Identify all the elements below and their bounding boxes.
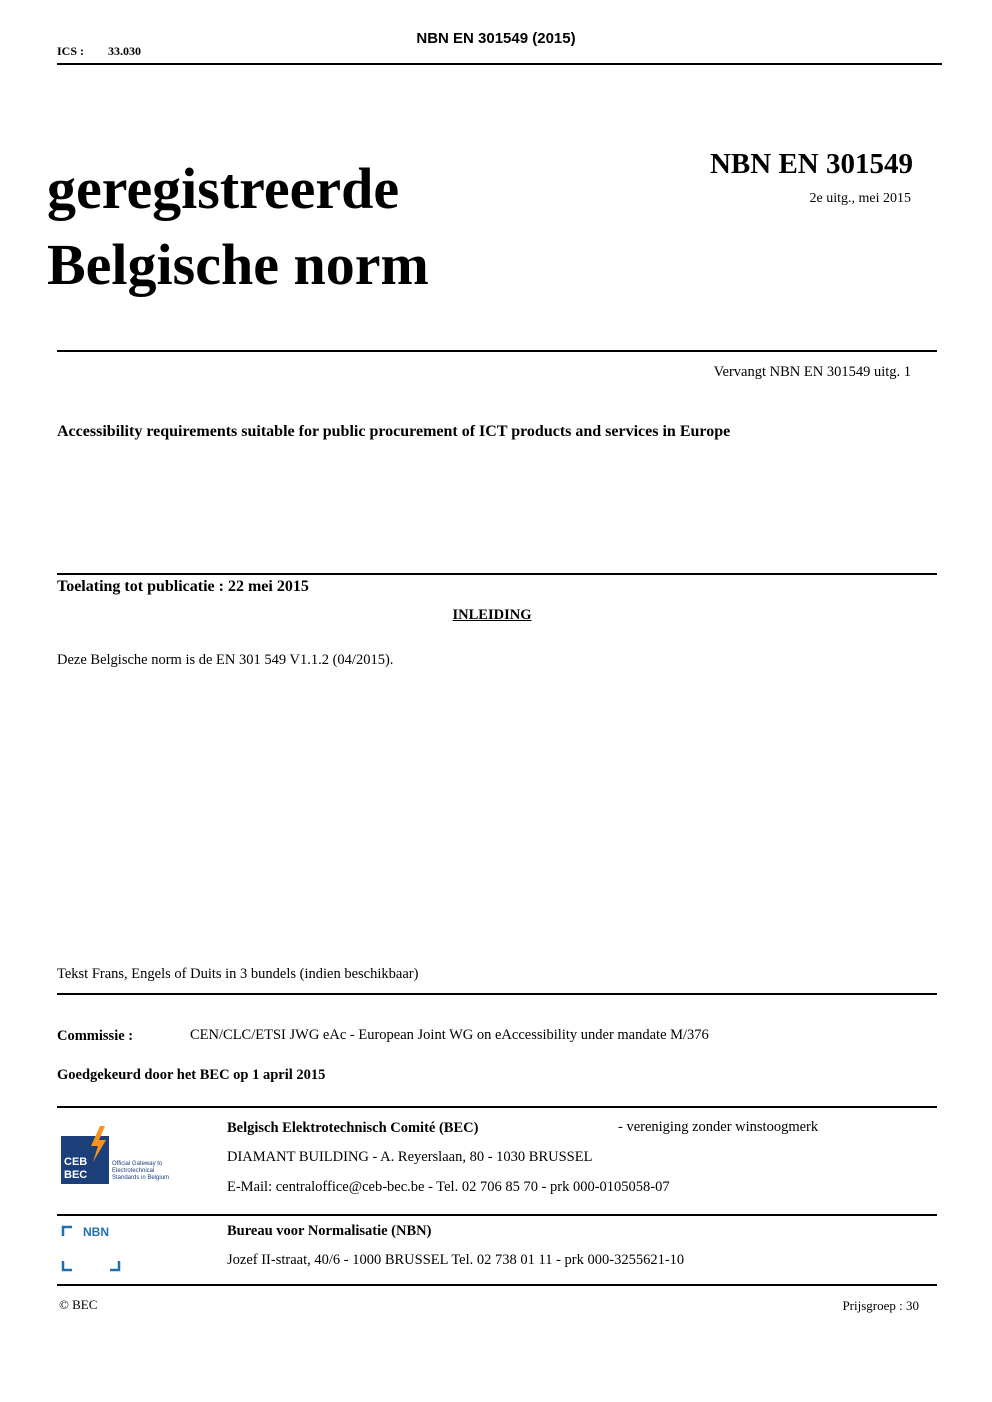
nbn-logo <box>61 1224 123 1274</box>
nbn-address: Jozef II-straat, 40/6 - 1000 BRUSSEL Tel. 02 738 01 11 - prk 000-3255621-10 <box>227 1252 685 1268</box>
ceb-bec-logo <box>60 1124 178 1186</box>
bec-logo-text: BEC <box>64 1169 88 1181</box>
language-rule <box>57 993 937 995</box>
nbn-top-rule <box>57 1214 937 1216</box>
header-rule <box>57 63 942 65</box>
copyright: © BEC <box>59 1297 98 1312</box>
intro-heading: INLEIDING <box>452 607 532 623</box>
text-languages: Tekst Frans, Engels of Duits in 3 bundels (indien beschikbaar) <box>57 966 419 982</box>
logo-tagline-1: Official Gateway to <box>112 1161 163 1167</box>
intro-text: Deze Belgische norm is de EN 301 549 V1.1.2 (04/2015). <box>57 652 394 668</box>
nbn-logo-corner-tl <box>63 1227 72 1236</box>
ics-label: ICS : <box>57 44 85 58</box>
bec-top-rule <box>57 1106 937 1108</box>
logo-tagline-3: Standards in Belgium <box>112 1175 170 1181</box>
nbn-logo-corner-bl <box>63 1261 72 1270</box>
english-title: Accessibility requirements suitable for public procurement of ICT products and services in Europe <box>57 423 731 440</box>
bec-address: DIAMANT BUILDING - A. Reyerslaan, 80 - 1030 BRUSSEL <box>227 1149 593 1165</box>
ceb-logo-text: CEB <box>64 1156 88 1168</box>
header-standard-ref: NBN EN 301549 (2015) <box>416 30 576 47</box>
price-group: Prijsgroep : 30 <box>842 1298 919 1313</box>
footer-rule <box>57 1284 937 1286</box>
bec-contact: E-Mail: centraloffice@ceb-bec.be - Tel. 02 706 85 70 - prk 000-0105058-07 <box>227 1179 670 1195</box>
nbn-logo-corner-br <box>110 1261 119 1270</box>
ics-code: 33.030 <box>108 44 141 58</box>
edition-info: 2e uitg., mei 2015 <box>809 191 911 206</box>
document-type-line1: geregistreerde <box>47 156 400 221</box>
approval-statement: Goedgekeurd door het BEC op 1 april 2015 <box>57 1067 326 1083</box>
logo-tagline-2: Electrotechnical <box>112 1168 155 1174</box>
bec-name: Belgisch Elektrotechnisch Comité (BEC) <box>227 1120 479 1136</box>
title-rule <box>57 350 937 352</box>
publication-rule <box>57 573 937 575</box>
document-type-line2: Belgische norm <box>47 232 429 297</box>
nbn-logo-text: NBN <box>83 1225 109 1239</box>
standard-number: NBN EN 301549 <box>709 148 913 180</box>
commission-value: CEN/CLC/ETSI JWG eAc - European Joint WG on eAccessibility under mandate M/376 <box>190 1027 709 1043</box>
replaces-info: Vervangt NBN EN 301549 uitg. 1 <box>713 364 911 380</box>
nbn-name: Bureau voor Normalisatie (NBN) <box>227 1223 432 1239</box>
publication-date: Toelating tot publicatie : 22 mei 2015 <box>57 578 309 595</box>
commission-label: Commissie : <box>57 1028 134 1044</box>
bec-organisation-type: - vereniging zonder winstoogmerk <box>618 1119 819 1135</box>
